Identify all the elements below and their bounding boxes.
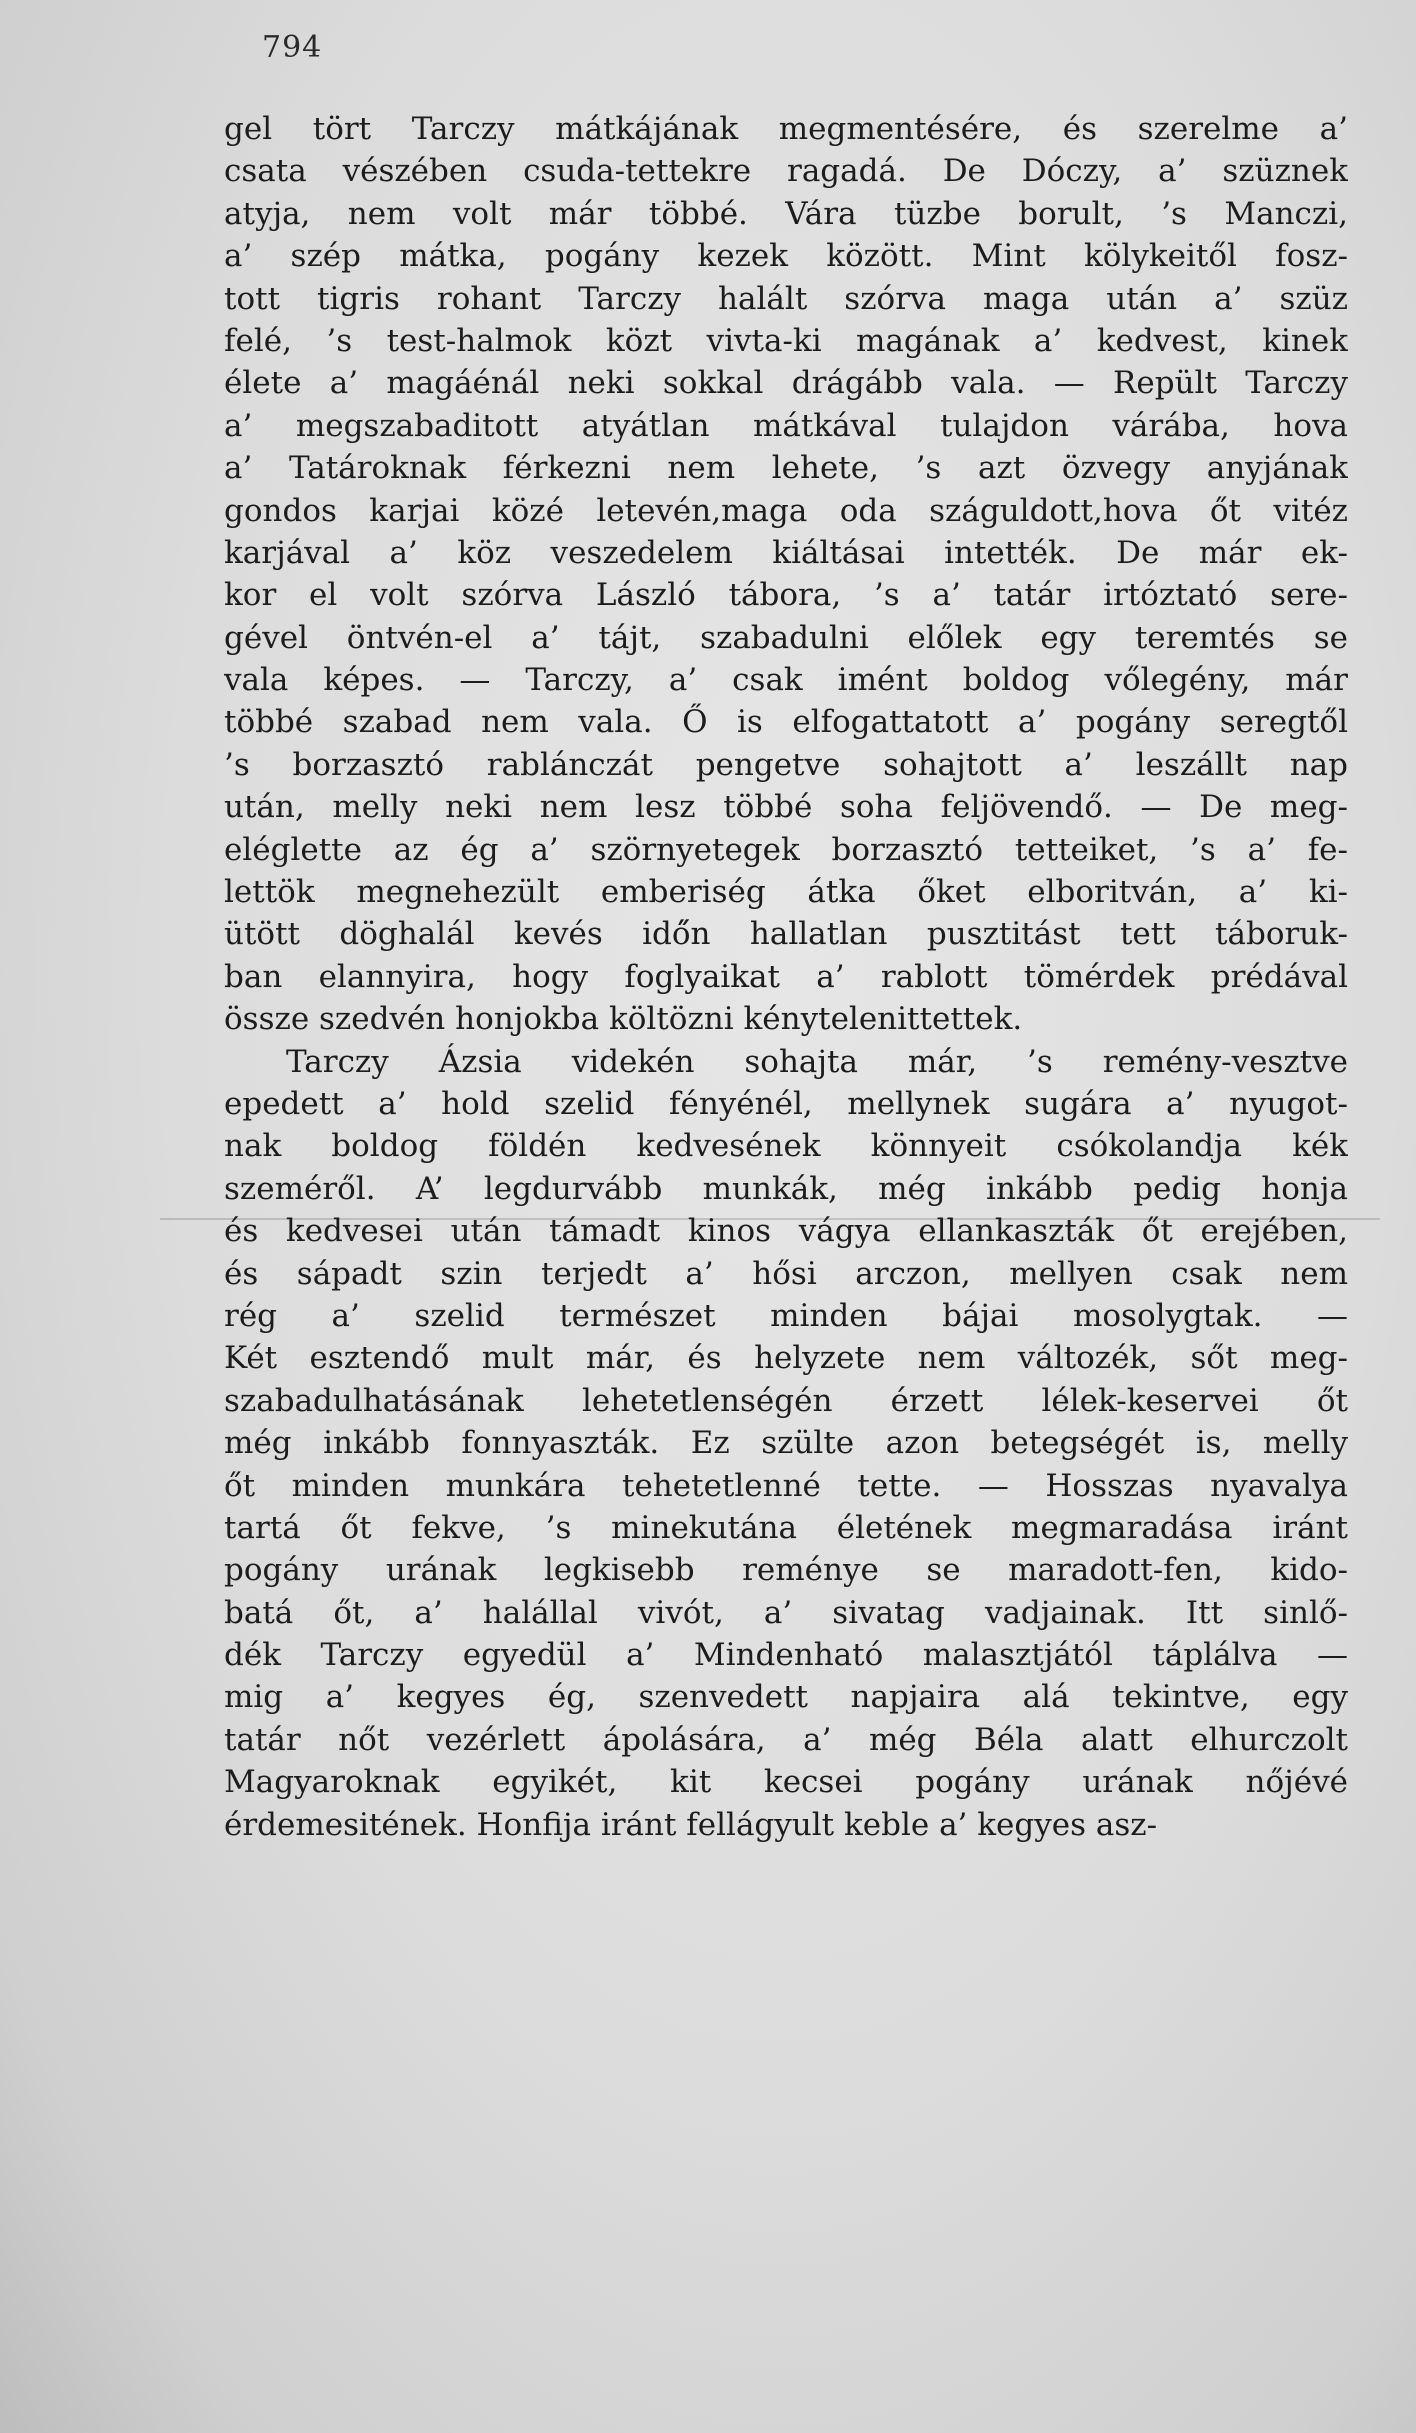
- body-text: [224, 108, 1348, 1846]
- text-line: és sápadt szin terjedt a’ hősi arczon, mellyen csak nem: [224, 1255, 1348, 1292]
- text-line: mig a’ kegyes ég, szenvedett napjaira alá tekintve, egy: [224, 1679, 1348, 1716]
- text-line: ban elannyira, hogy foglyaikat a’ rablott tömérdek prédával: [224, 958, 1348, 995]
- text-line: és kedvesei után támadt kinos vágya ellankaszták őt erejében,: [224, 1213, 1348, 1250]
- text-line: batá őt, a’ halállal vivót, a’ sivatag vadjainak. Itt sinlő-: [224, 1594, 1348, 1631]
- text-line: epedett a’ hold szelid fényénél, mellynek sugára a’ nyugot-: [224, 1085, 1348, 1122]
- text-line: dék Tarczy egyedül a’ Mindenható malasztjától táplálva —: [224, 1637, 1348, 1674]
- text-line: pogány urának legkisebb reménye se maradott-fen, kido-: [224, 1552, 1348, 1589]
- text-line: Két esztendő mult már, és helyzete nem változék, sőt meg-: [224, 1340, 1348, 1377]
- text-line: szeméről. A’ legdurvább munkák, még inkább pedig honja: [224, 1170, 1348, 1207]
- text-line: ütött döghalál kevés idő̋n hallatlan pusztitást tett táboruk-: [224, 916, 1348, 953]
- text-line: ’s borzasztó rablánczát pengetve sohajtott a’ leszállt nap: [224, 746, 1348, 783]
- text-line: felé, ’s test-halmok közt vivta-ki magának a’ kedvest, kinek: [224, 322, 1348, 359]
- text-line: Tarczy Ázsia videkén sohajta már, ’s remény-vesztve: [286, 1043, 1348, 1080]
- text-line: érdemesitének. Honfija iránt fellágyult keble a’ kegyes asz-: [224, 1806, 1158, 1843]
- text-line: Magyaroknak egyikét, kit kecsei pogány urának nőjévé: [224, 1764, 1348, 1801]
- text-line: többé szabad nem vala. Ő is elfogattatott a’ pogány seregtől: [224, 704, 1348, 741]
- text-line: csata vészében csuda-tettekre ragadá. De Dóczy, a’ szüznek: [224, 153, 1348, 190]
- text-line: tartá őt fekve, ’s minekutána életének megmaradása iránt: [224, 1509, 1348, 1546]
- text-line: a’ megszabaditott atyátlan mátkával tulajdon várába, hova: [224, 407, 1348, 444]
- text-line: eléglette az ég a’ szörnyetegek borzasztó tetteiket, ’s a’ fe-: [224, 831, 1348, 868]
- text-line: rég a’ szelid természet minden bájai mosolygtak. —: [224, 1297, 1348, 1334]
- text-line: gel tört Tarczy mátkájának megmentésére, és szerelme a’: [224, 111, 1348, 147]
- text-line: lettök megnehezült emberiség átka őket elboritván, a’ ki-: [224, 874, 1348, 911]
- text-line: gondos karjai közé letevén,maga oda száguldott,hova őt vitéz: [224, 492, 1348, 529]
- text-line: kor el volt szórva László tábora, ’s a’ tatár irtóztató sere-: [224, 577, 1348, 614]
- text-line: karjával a’ köz veszedelem kiáltásai intették. De már ek-: [224, 534, 1348, 571]
- text-line: atyja, nem volt már többé. Vára tüzbe borult, ’s Manczi,: [224, 195, 1348, 232]
- text-line: a’ szép mátka, pogány kezek között. Mint kölykeitől fosz-: [224, 238, 1348, 275]
- text-line: után, melly neki nem lesz többé soha feljövendő. — De meg-: [224, 789, 1348, 826]
- text-line: szabadulhatásának lehetetlenségén érzett lélek-keservei őt: [224, 1382, 1348, 1419]
- text-line: élete a’ magáénál neki sokkal drágább vala. — Repült Tarczy: [224, 365, 1348, 402]
- text-line: vala képes. — Tarczy, a’ csak imént boldog vőlegény, már: [224, 662, 1348, 699]
- text-line: gével öntvén-el a’ tájt, szabadulni előlek egy teremtés se: [224, 619, 1348, 656]
- paragraph-1: [224, 108, 1348, 1041]
- text-line: még inkább fonnyaszták. Ez szülte azon betegségét is, melly: [224, 1425, 1348, 1462]
- paragraph-2: [224, 1041, 1348, 1846]
- text-line: tatár nőt vezérlett ápolására, a’ még Béla alatt elhurczolt: [224, 1721, 1348, 1758]
- text-line: össze szedvén honjokba költözni kénytelenittettek.: [224, 1001, 1023, 1038]
- text-line: nak boldog földén kedvesének könnyeit csókolandja kék: [224, 1128, 1348, 1165]
- text-line: tott tigris rohant Tarczy halált szórva maga után a’ szüz: [224, 280, 1348, 317]
- text-line: őt minden munkára tehetetlenné tette. — Hosszas nyavalya: [224, 1467, 1348, 1504]
- page-number: 794: [262, 30, 323, 65]
- text-line: a’ Tatároknak férkezni nem lehete, ’s azt özvegy anyjának: [224, 450, 1348, 487]
